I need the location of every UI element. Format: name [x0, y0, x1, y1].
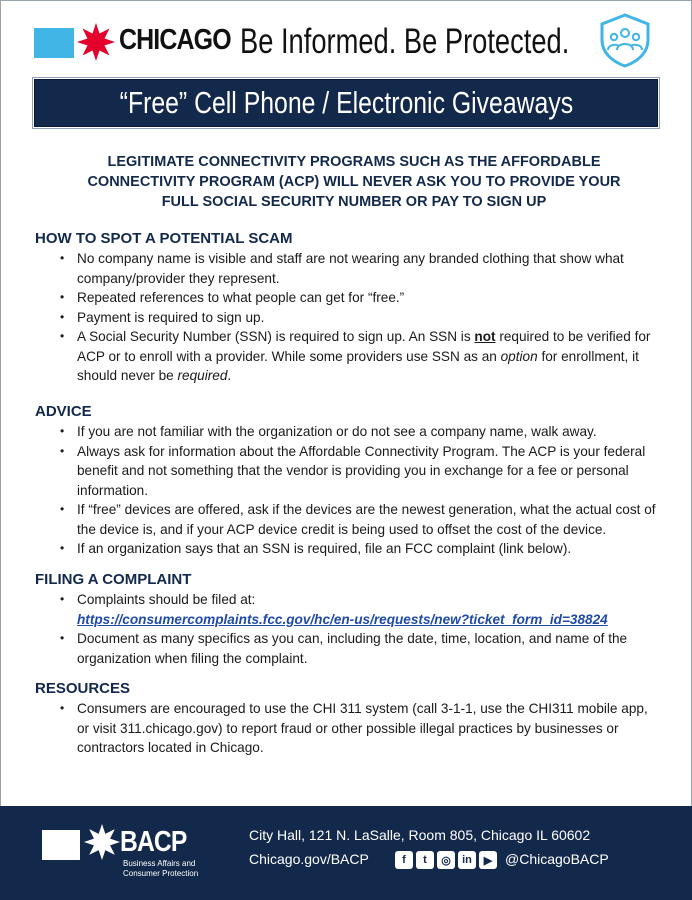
- fcc-complaint-link[interactable]: https://consumercomplaints.fcc.gov/hc/en-us/requests/new?ticket_form_id=38824: [77, 611, 608, 627]
- section-advice: [35, 403, 665, 559]
- list-item-text: Payment is required to sign up.: [77, 309, 265, 325]
- ssn-required: required: [177, 368, 228, 383]
- list-item-text: If you are not familiar with the organization or do not see a company name, walk away.: [77, 424, 597, 439]
- social-icons: [395, 851, 497, 869]
- chicago-star-icon: [76, 22, 116, 62]
- section-heading: FILING A COMPLAINT: [35, 571, 192, 588]
- footer: [0, 806, 692, 900]
- section-heading: HOW TO SPOT A POTENTIAL SCAM: [35, 230, 293, 247]
- list-item: • If “free” devices are offered, ask if the devices are the newest generation, what the actual cost of the device is, and if your ACP device credit is being used to offset the cost of the device.: [60, 502, 656, 537]
- social-handle[interactable]: @ChicagoBACP: [505, 851, 609, 867]
- resources-list: [35, 699, 665, 758]
- instagram-icon[interactable]: ◎: [437, 851, 455, 869]
- ssn-text-2: required to be verified for ACP or to enroll with a provider. While some providers use SSN as an: [77, 329, 651, 364]
- complaint-list: [35, 590, 665, 668]
- list-item-text: Always ask for information about the Affordable Connectivity Program. The ACP is your federal benefit and not something that the vendor is providing you in exchange for a fee or personal information.: [77, 443, 646, 498]
- tagline: Be Informed. Be Protected.: [240, 22, 570, 61]
- shield-people-icon: [596, 12, 654, 68]
- bacp-logo-subtitle: Business Affairs and Consumer Protection: [123, 859, 199, 878]
- footer-flag-bar: [42, 830, 80, 860]
- alert-statement: LEGITIMATE CONNECTIVITY PROGRAMS SUCH AS THE AFFORDABLE CONNECTIVITY PROGRAM (ACP) WILL NEVER ASK YOU TO PROVIDE YOUR FULL SOCIAL SECURITY NUMBER OR PAY TO SIGN UP: [87, 154, 621, 210]
- facebook-icon[interactable]: f: [395, 851, 413, 869]
- footer-star-icon: [83, 823, 121, 861]
- ssn-option: option: [500, 348, 538, 364]
- list-item-text: No company name is visible and staff are not wearing any branded clothing that show what company/provider they represent.: [77, 251, 624, 286]
- page-title: “Free” Cell Phone / Electronic Giveaways: [119, 85, 573, 120]
- footer-address: City Hall, 121 N. LaSalle, Room 805, Chicago IL 60602: [249, 827, 591, 843]
- youtube-icon[interactable]: ▶: [479, 851, 497, 869]
- list-item-text: Document as many specifics as you can, including the date, time, location, and name of the organization when filing the complaint.: [77, 631, 628, 666]
- brand-name: CHICAGO: [119, 24, 231, 56]
- section-spot-scam: [35, 230, 665, 386]
- list-item: • If you are not familiar with the organization or do not see a company name, walk away.: [60, 424, 597, 439]
- list-item: • Consumers are encouraged to use the CHI 311 system (call 3-1-1, use the CHI311 mobile app, or visit 311.chicago.gov) to report fraud or other possible illegal practices by businesses or contractors located in Chicago.: [60, 701, 648, 755]
- advice-list: [35, 422, 665, 559]
- list-item: • Repeated references to what people can get for “free.”: [60, 290, 405, 305]
- list-item: • Payment is required to sign up.: [60, 309, 265, 325]
- list-item: • A Social Security Number (SSN) is required to sign up. An SSN is not required to be verified for ACP or to enroll with a provider. While some providers use SSN as an option for enrollment, it should never be required.: [60, 329, 651, 383]
- footer-website-link[interactable]: Chicago.gov/BACP: [249, 851, 369, 867]
- ssn-text-1: A Social Security Number (SSN) is required to sign up. An SSN is: [77, 329, 475, 344]
- section-heading: ADVICE: [35, 403, 92, 420]
- list-item-text: If an organization says that an SSN is required, file an FCC complaint (link below).: [77, 541, 572, 556]
- ssn-text-4: .: [227, 368, 232, 383]
- chicago-flag-bar: [34, 28, 74, 58]
- section-heading: RESOURCES: [35, 680, 131, 697]
- linkedin-icon[interactable]: in: [458, 851, 476, 869]
- header: [0, 0, 692, 75]
- bacp-logo-text: BACP: [120, 826, 187, 858]
- list-item: • No company name is visible and staff are not wearing any branded clothing that show what company/provider they represent.: [60, 251, 624, 286]
- list-item-text: Repeated references to what people can get for “free.”: [77, 290, 405, 305]
- list-item: • Always ask for information about the Affordable Connectivity Program. The ACP is your federal benefit and not something that the vendor is providing you in exchange for a fee or personal information.: [60, 443, 646, 498]
- section-resources: [35, 680, 665, 758]
- list-item: • If an organization says that an SSN is required, file an FCC complaint (link below).: [60, 541, 572, 556]
- list-item: • Document as many specifics as you can, including the date, time, location, and name of the organization when filing the complaint.: [60, 631, 628, 666]
- list-item-text: Consumers are encouraged to use the CHI 311 system (call 3-1-1, use the CHI311 mobile app, or visit 311.chicago.gov) to report fraud or other possible illegal practices by businesses or contractors located in Chicago.: [77, 701, 648, 755]
- list-item-text: Complaints should be filed at:: [77, 592, 256, 607]
- list-item: • Complaints should be filed at: https://consumercomplaints.fcc.gov/hc/en-us/requests/new?ticket_form_id=38824: [60, 592, 608, 627]
- ssn-not: not: [474, 329, 496, 344]
- scam-list: [35, 249, 665, 386]
- twitter-icon[interactable]: t: [416, 851, 434, 869]
- title-band: [34, 79, 658, 127]
- list-item-text: If “free” devices are offered, ask if the devices are the newest generation, what the actual cost of the device is, and if your ACP device credit is being used to offset the cost of the device.: [77, 502, 656, 537]
- ssn-text-3: for enrollment, it should never be: [77, 348, 639, 383]
- section-complaint: [35, 571, 665, 668]
